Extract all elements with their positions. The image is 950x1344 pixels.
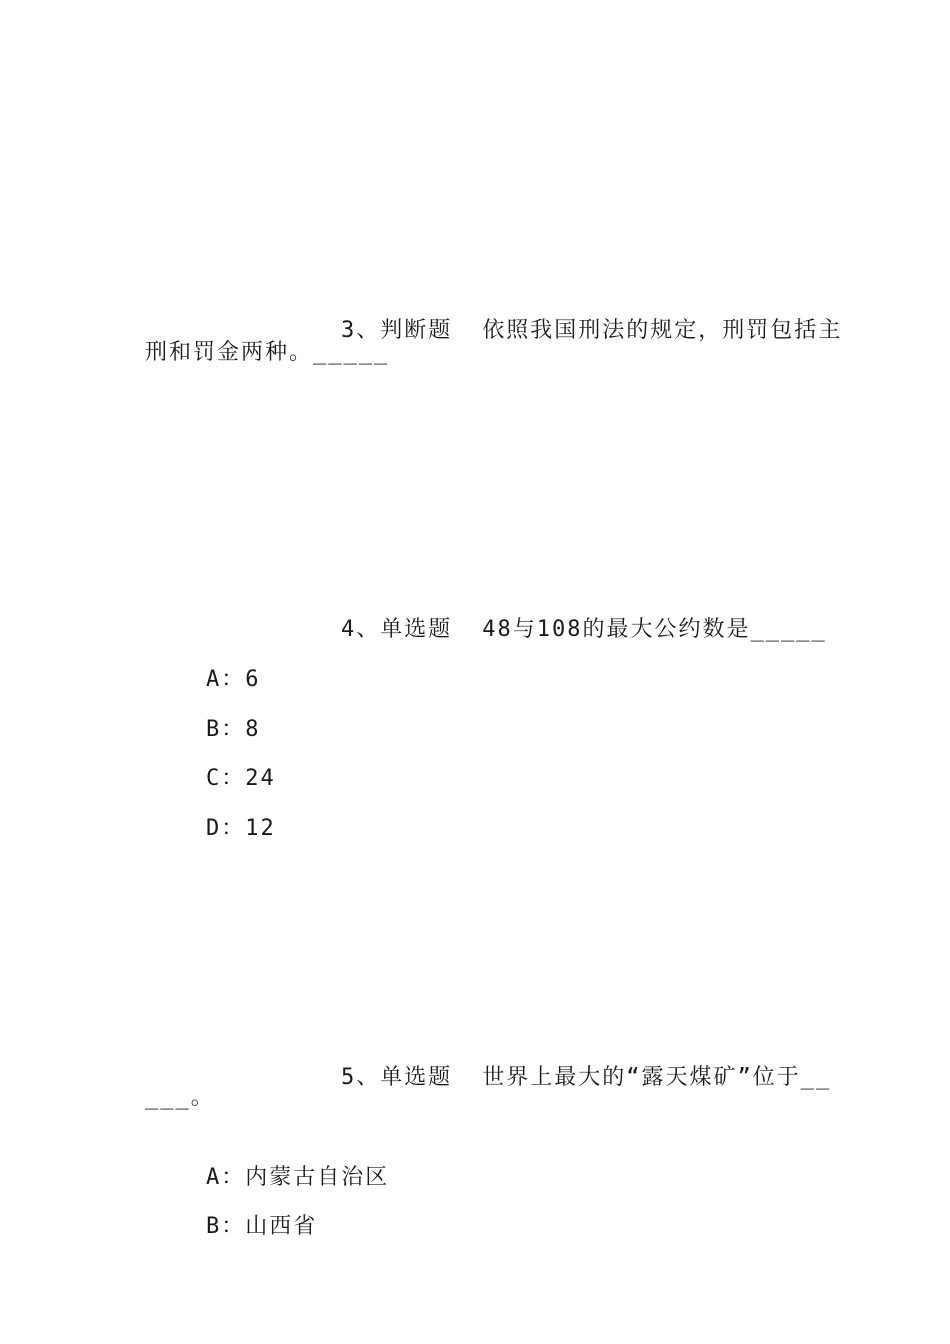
option-text: 内蒙古自治区 <box>245 1165 390 1190</box>
option-key: C： <box>205 766 246 791</box>
question-5-header <box>280 1033 831 1123</box>
option-text: 12 <box>245 816 276 841</box>
option-key: A： <box>205 667 246 692</box>
option-text: 6 <box>245 667 261 692</box>
option-text: 8 <box>245 717 261 742</box>
question-stem: 依照我国刑法的规定，刑罚包括主 <box>482 318 843 343</box>
question-number: 3、 <box>340 318 381 343</box>
question-4-header <box>280 585 827 675</box>
option-b <box>145 1182 317 1272</box>
question-stem: 48与108的最大公约数是_____ <box>482 617 827 642</box>
option-d <box>145 784 276 874</box>
question-5-stem-continued: ___。 <box>145 1085 215 1110</box>
question-3-stem-continued: 刑和罚金两种。_____ <box>145 340 390 365</box>
option-key: D： <box>205 816 246 841</box>
question-stem: 世界上最大的“露天煤矿”位于__ <box>482 1065 832 1090</box>
option-key: B： <box>205 1214 246 1239</box>
question-type: 判断题 <box>380 318 453 343</box>
question-type: 单选题 <box>380 617 453 642</box>
question-number: 5、 <box>340 1065 381 1090</box>
option-key: A： <box>205 1165 246 1190</box>
option-text: 24 <box>245 766 276 791</box>
option-key: B： <box>205 717 246 742</box>
question-number: 4、 <box>340 617 381 642</box>
question-type: 单选题 <box>380 1065 453 1090</box>
option-text: 山西省 <box>245 1214 318 1239</box>
